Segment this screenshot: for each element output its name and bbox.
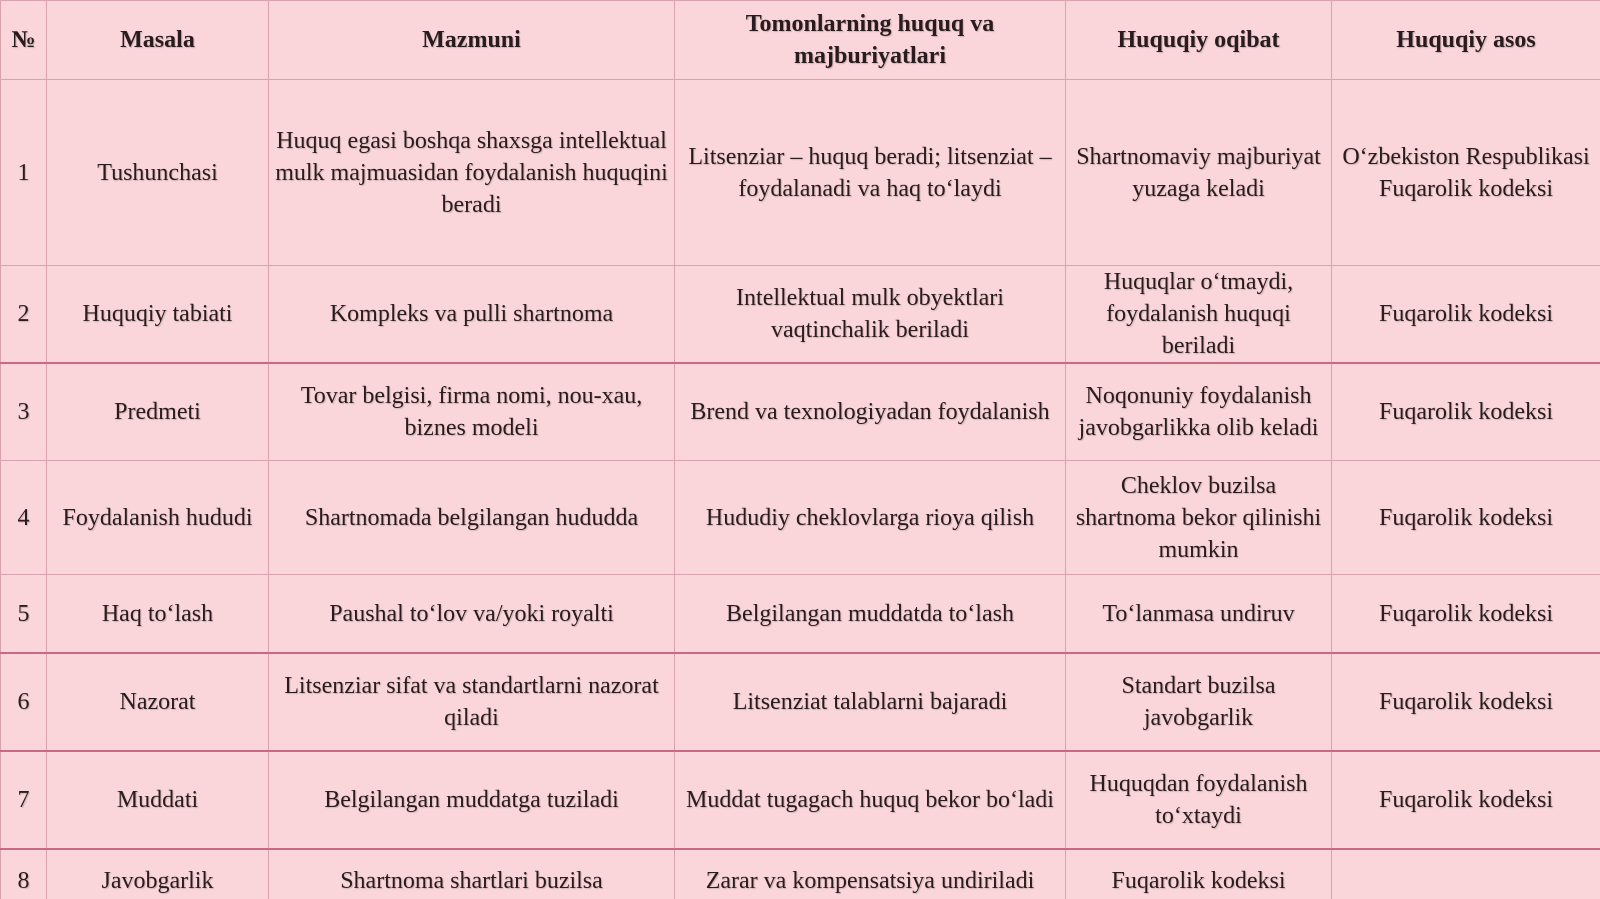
cell-legal-basis: Fuqarolik kodeksi xyxy=(1332,575,1600,654)
cell-rights: Intellektual mulk obyektlari vaqtinchalik beriladi xyxy=(675,266,1066,364)
cell-masala: Javobgarlik xyxy=(47,849,269,899)
cell-number: 1 xyxy=(1,80,47,266)
cell-legal-basis: Fuqarolik kodeksi xyxy=(1332,363,1600,461)
cell-masala: Muddati xyxy=(47,751,269,849)
header-number: № xyxy=(1,1,47,80)
table-row xyxy=(1,461,1600,575)
cell-consequence: Huquqdan foydalanish to‘xtaydi xyxy=(1066,751,1332,849)
header-rights: Tomonlarning huquq va majburiyatlari xyxy=(675,1,1066,80)
cell-consequence: Cheklov buzilsa shartnoma bekor qilinishi mumkin xyxy=(1066,461,1332,575)
header-mazmuni: Mazmuni xyxy=(269,1,675,80)
cell-rights: Hududiy cheklovlarga rioya qilish xyxy=(675,461,1066,575)
cell-consequence: Shartnomaviy majburiyat yuzaga keladi xyxy=(1066,80,1332,266)
cell-mazmuni: Tovar belgisi, firma nomi, nou-xau, biznes modeli xyxy=(269,363,675,461)
cell-masala: Haq to‘lash xyxy=(47,575,269,654)
cell-number: 3 xyxy=(1,363,47,461)
header-masala: Masala xyxy=(47,1,269,80)
cell-mazmuni: Litsenziar sifat va standartlarni nazorat qiladi xyxy=(269,653,675,751)
cell-masala: Predmeti xyxy=(47,363,269,461)
cell-rights: Belgilangan muddatda to‘lash xyxy=(675,575,1066,654)
cell-consequence: To‘lanmasa undiruv xyxy=(1066,575,1332,654)
header-legal-basis: Huquqiy asos xyxy=(1332,1,1600,80)
table-row xyxy=(1,849,1600,899)
cell-mazmuni: Shartnomada belgilangan hududda xyxy=(269,461,675,575)
table-row xyxy=(1,575,1600,654)
cell-masala: Tushunchasi xyxy=(47,80,269,266)
cell-mazmuni: Kompleks va pulli shartnoma xyxy=(269,266,675,364)
cell-masala: Nazorat xyxy=(47,653,269,751)
cell-mazmuni: Belgilangan muddatga tuziladi xyxy=(269,751,675,849)
cell-legal-basis: Fuqarolik kodeksi xyxy=(1332,266,1600,364)
cell-legal-basis: Fuqarolik kodeksi xyxy=(1332,461,1600,575)
cell-consequence: Fuqarolik kodeksi xyxy=(1066,849,1332,899)
cell-rights: Litsenziat talablarni bajaradi xyxy=(675,653,1066,751)
cell-masala: Huquqiy tabiati xyxy=(47,266,269,364)
cell-legal-basis xyxy=(1332,849,1600,899)
table-row xyxy=(1,363,1600,461)
cell-number: 4 xyxy=(1,461,47,575)
cell-number: 5 xyxy=(1,575,47,654)
cell-number: 7 xyxy=(1,751,47,849)
header-row xyxy=(1,1,1600,80)
table-row xyxy=(1,653,1600,751)
cell-consequence: Noqonuniy foydalanish javobgarlikka olib keladi xyxy=(1066,363,1332,461)
cell-legal-basis: Fuqarolik kodeksi xyxy=(1332,653,1600,751)
table-row xyxy=(1,80,1600,266)
cell-number: 6 xyxy=(1,653,47,751)
cell-legal-basis: Fuqarolik kodeksi xyxy=(1332,751,1600,849)
cell-legal-basis: O‘zbekiston Respublikasi Fuqarolik kodeksi xyxy=(1332,80,1600,266)
cell-rights: Brend va texnologiyadan foydalanish xyxy=(675,363,1066,461)
cell-mazmuni: Shartnoma shartlari buzilsa xyxy=(269,849,675,899)
cell-rights: Zarar va kompensatsiya undiriladi xyxy=(675,849,1066,899)
cell-consequence: Huquqlar o‘tmaydi, foydalanish huquqi beriladi xyxy=(1066,266,1332,364)
header-consequence: Huquqiy oqibat xyxy=(1066,1,1332,80)
cell-mazmuni: Huquq egasi boshqa shaxsga intellektual mulk majmuasidan foydalanish huquqini beradi xyxy=(269,80,675,266)
cell-consequence: Standart buzilsa javobgarlik xyxy=(1066,653,1332,751)
cell-number: 8 xyxy=(1,849,47,899)
cell-rights: Muddat tugagach huquq bekor bo‘ladi xyxy=(675,751,1066,849)
cell-rights: Litsenziar – huquq beradi; litsenziat – foydalanadi va haq to‘laydi xyxy=(675,80,1066,266)
cell-number: 2 xyxy=(1,266,47,364)
table-row xyxy=(1,751,1600,849)
cell-mazmuni: Paushal to‘lov va/yoki royalti xyxy=(269,575,675,654)
table-row xyxy=(1,266,1600,364)
cell-masala: Foydalanish hududi xyxy=(47,461,269,575)
